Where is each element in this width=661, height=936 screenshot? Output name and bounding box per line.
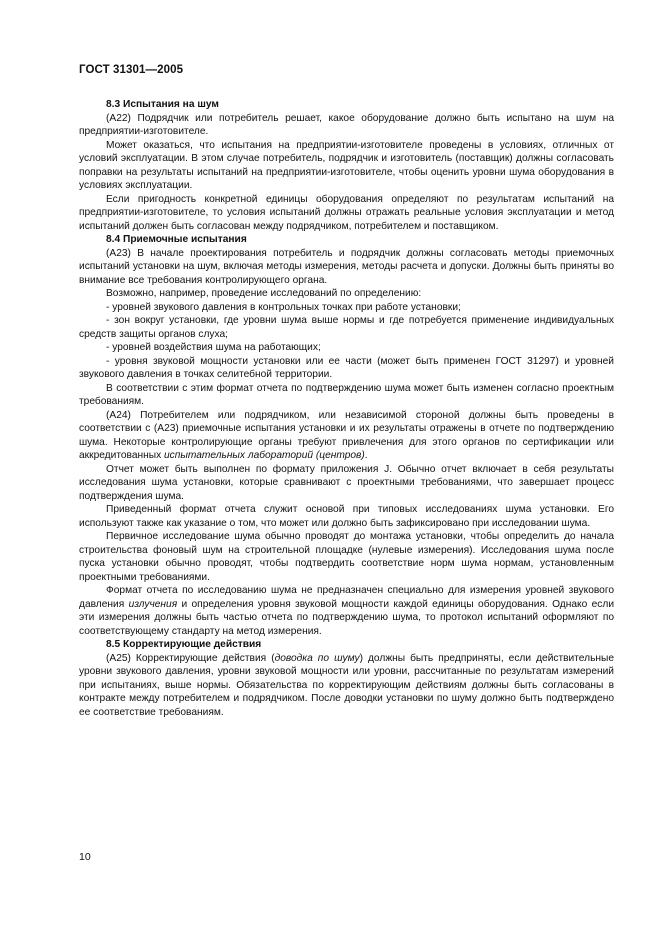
paragraph: Возможно, например, проведение исследований по определению: [106, 288, 422, 299]
paragraph [79, 652, 614, 720]
paragraph: Если пригодность конкретной единицы оборудования определяют по результатам испытаний на предприятии-изготовителе, то условия испытаний должны отражать реальные условия эксплуатации и метод испытаний должен быть согласован между подрядчиком, потребителем и поставщиком. [79, 193, 614, 232]
italic-term: испытательных лабораторий (центров) [164, 450, 365, 461]
section-heading-8-3: 8.3 Испытания на шум [106, 99, 219, 110]
section-heading-8-4: 8.4 Приемочные испытания [106, 234, 247, 245]
paragraph [79, 409, 614, 463]
paragraph: (А23) В начале проектирования потребитель и подрядчик должны согласовать методы приемочных испытаний установки на шум, включая методы измерения, методы расчета и допуски. Должны быть приняты во внимание все требования контролирующего органа. [79, 247, 614, 286]
document-body [79, 98, 614, 719]
italic-term: доводка по шуму [274, 652, 360, 664]
page-number: 10 [79, 851, 91, 863]
paragraph: (А22) Подрядчик или потребитель решает, какое оборудование должно быть испытано на шум на предприятии-изготовителе. [79, 112, 614, 137]
text-span: Формат отчета по исследованию шума не предназначен специально для измерения уровней звукового давления [79, 585, 614, 610]
text-span: (А24) Потребителем или подрядчиком, или независимой стороной должны быть проведены в соответствии с (А23) приемочные испытания установки и их результаты отражены в отчете по подтверждению шума. Некоторые контролирующие органы требуют привлечения для этого органов по сертификации или аккредитованных [79, 409, 614, 461]
paragraph: Приведенный формат отчета служит основой при типовых исследованиях шума установки. Его используют также как указание о том, что может или должно быть зафиксировано при исследовании шума. [79, 504, 614, 529]
paragraph [79, 584, 614, 638]
section-heading-8-5: 8.5 Корректирующие действия [106, 639, 262, 650]
paragraph: Может оказаться, что испытания на предприятии-изготовителе проведены в условиях, отличных от условий эксплуатации. В этом случае потребитель, подрядчик и изготовитель (поставщик) должны согласовать поправки на результаты испытаний на предприятии-изготовителе, чтобы оценить уровни шума оборудования в условиях эксплуатации. [79, 139, 614, 191]
text-span: . [364, 450, 368, 461]
text-span: и определения уровня звуковой мощности каждой единицы оборудования. Однако если эти измерения должны быть частью отчета по подтверждению шума, то протокол испытаний оформляют по соответствующему стандарту на метод измерения. [79, 598, 615, 637]
list-item: - уровней воздействия шума на работающих; [106, 342, 321, 353]
document-header: ГОСТ 31301—2005 [79, 64, 184, 76]
paragraph: Первичное исследование шума обычно проводят до монтажа установки, чтобы определить до начала строительства фоновый шум на строительной площадке (нулевые измерения). Исследования шума после пуска установки обычно проводят, чтобы подтвердить соответствие норм шума нормам, установленным проектными требованиями. [79, 531, 614, 583]
paragraph: В соответствии с этим формат отчета по подтверждению шума может быть изменен согласно проектным требованиям. [79, 382, 614, 407]
list-item: - зон вокруг установки, где уровни шума выше нормы и где потребуется применение индивидуальных средств защиты органов слуха; [79, 315, 614, 340]
list-item: - уровня звуковой мощности установки или ее части (может быть применен ГОСТ 31297) и уровней звукового давления в точках селитебной территории. [79, 355, 614, 380]
list-item: - уровней звукового давления в контрольных точках при работе установки; [106, 301, 461, 313]
text-span: ) должны быть предприняты, если действительные уровни звукового давления, уровни звуковой мощности или уровни, рассчитанные по результатам измерений при испытаниях, выше нормы. Обязательства по корректирующим действиям должны быть согласованы в контракте между потребителем и подрядчиком. После доводки установки по шуму должно быть подтверждено ее соответствие требованиям. [79, 652, 614, 718]
text-span: (А25) Корректирующие действия ( [106, 652, 275, 664]
paragraph: Отчет может быть выполнен по формату приложения J. Обычно отчет включает в себя результаты исследования шума установки, которые сравнивают с проектными требованиями, что завершает процесс подтверждения шума. [79, 463, 614, 502]
italic-term: излучения [128, 598, 178, 610]
